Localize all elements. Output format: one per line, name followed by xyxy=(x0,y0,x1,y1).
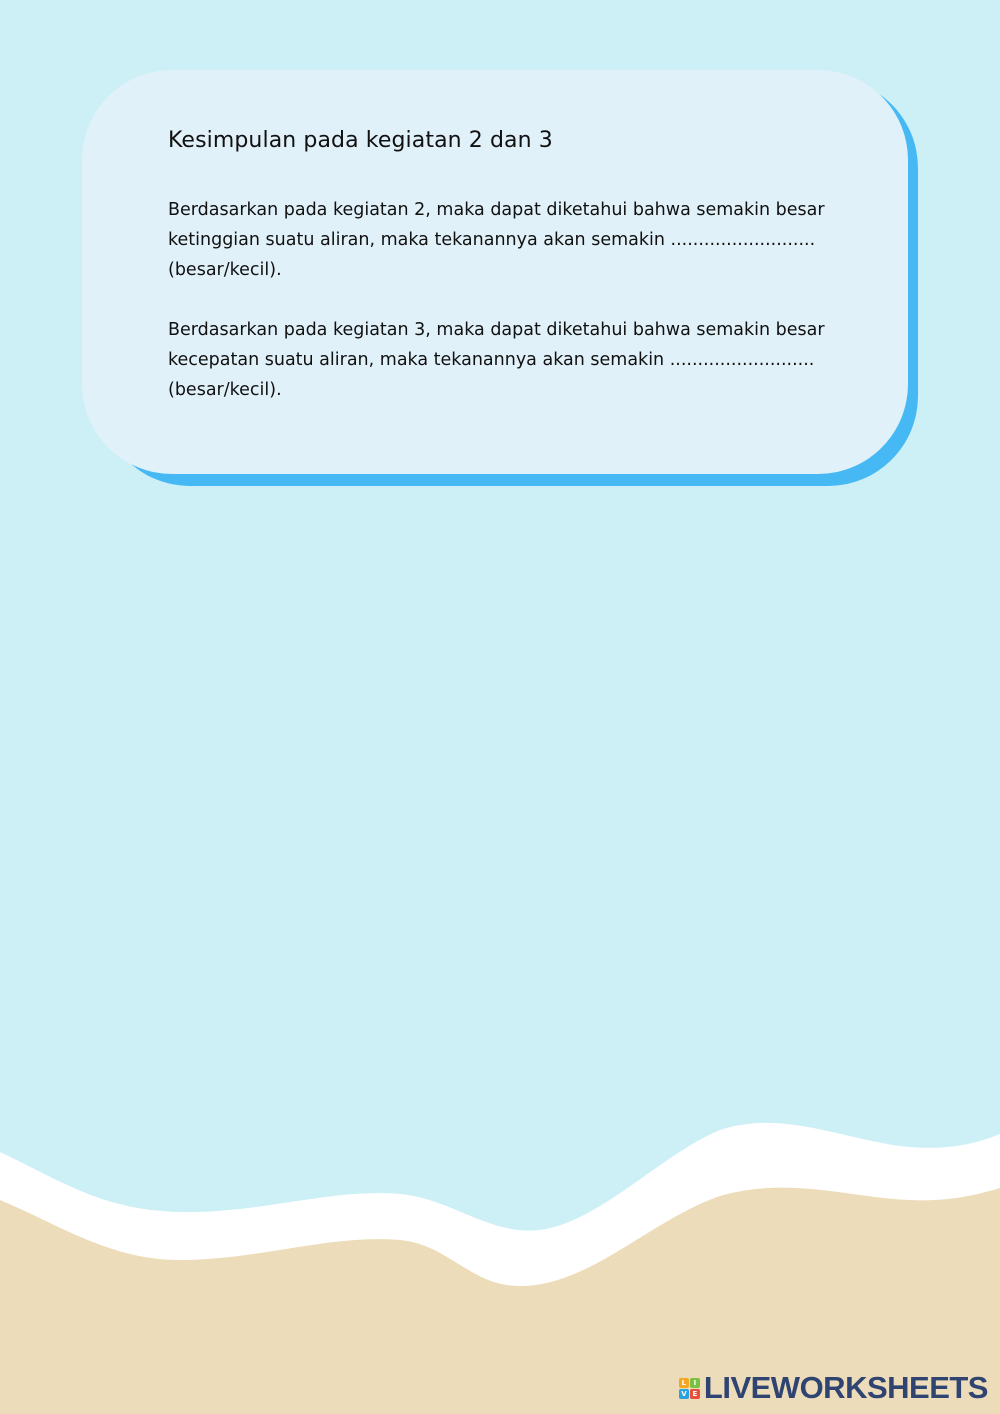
paragraph-line: Berdasarkan pada kegiatan 3, maka dapat diketahui bahwa semakin besar xyxy=(168,320,825,340)
paragraph-line: kecepatan suatu aliran, maka tekanannya akan semakin .......................... xyxy=(168,350,815,370)
brand-name: LIVEWORKSHEETS xyxy=(703,1370,988,1405)
logo-letter: V xyxy=(679,1389,689,1399)
logo-letter: I xyxy=(690,1378,700,1388)
conclusion-card xyxy=(82,70,908,474)
paragraph-line: ketinggian suatu aliran, maka tekanannya akan semakin .......................... xyxy=(168,230,816,250)
logo-letter: E xyxy=(690,1389,700,1399)
paragraph-line: Berdasarkan pada kegiatan 2, maka dapat diketahui bahwa semakin besar xyxy=(168,200,825,220)
conclusion-paragraph-1 xyxy=(168,195,858,285)
paragraph-line: (besar/kecil). xyxy=(168,380,282,400)
conclusion-paragraph-2 xyxy=(168,315,858,405)
card-content xyxy=(168,128,858,435)
logo-letter: L xyxy=(679,1378,689,1388)
paragraph-line: (besar/kecil). xyxy=(168,260,282,280)
liveworksheets-brand xyxy=(679,1370,988,1406)
card-title: Kesimpulan pada kegiatan 2 dan 3 xyxy=(168,128,553,153)
beach-waves xyxy=(0,1100,1000,1414)
liveworksheets-logo-icon xyxy=(679,1378,700,1399)
